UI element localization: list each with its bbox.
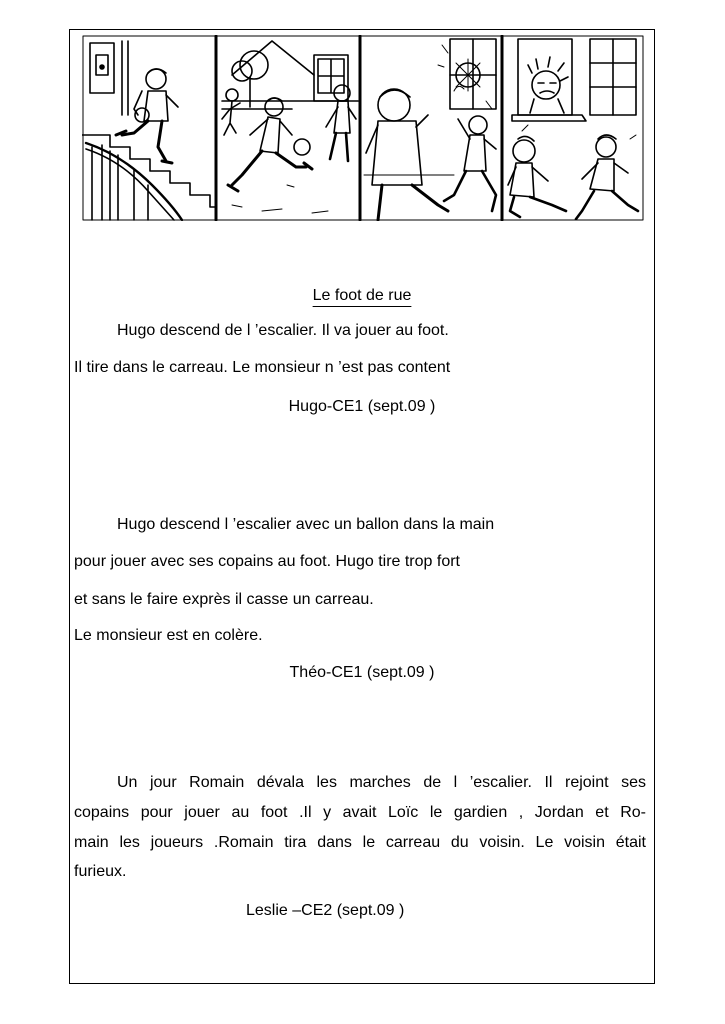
text3-line-4: furieux.	[74, 863, 127, 880]
panel-window-breaks	[364, 39, 496, 220]
text3-author: Leslie –CE2 (sept.09 )	[246, 902, 405, 919]
text1-line-2: Il tire dans le carreau. Le monsieur n ’est pas content	[74, 359, 451, 376]
text3-line-2: copains pour jouer au foot .Il y avait Loïc le gardien , Jordan et Ro-	[74, 804, 646, 821]
panel-boy-on-stairs	[82, 41, 216, 220]
text1-author: Hugo-CE1 (sept.09 )	[288, 398, 436, 415]
panel-boys-playing	[222, 41, 358, 213]
text2-line-2: pour jouer avec ses copains au foot. Hugo tire trop fort	[74, 553, 460, 570]
text3-line-1: Un jour Romain dévala les marches de l ’escalier. Il rejoint ses	[117, 774, 646, 791]
text2-line-1: Hugo descend l ’escalier avec un ballon dans la main	[117, 516, 495, 533]
comic-strip-illustration	[82, 35, 644, 221]
text3-line-3: main les joueurs .Romain tira dans le carreau du voisin. Le voisin était	[74, 834, 646, 851]
page-title: Le foot de rue	[312, 287, 412, 304]
text2-line-4: Le monsieur est en colère.	[74, 627, 263, 644]
text2-line-3: et sans le faire exprès il casse un carreau.	[74, 591, 374, 608]
panel-dividers	[83, 36, 643, 220]
panel-angry-neighbour	[508, 39, 638, 219]
text2-author: Théo-CE1 (sept.09 )	[289, 664, 435, 681]
text1-line-1: Hugo descend de l ’escalier. Il va jouer au foot.	[117, 322, 449, 339]
